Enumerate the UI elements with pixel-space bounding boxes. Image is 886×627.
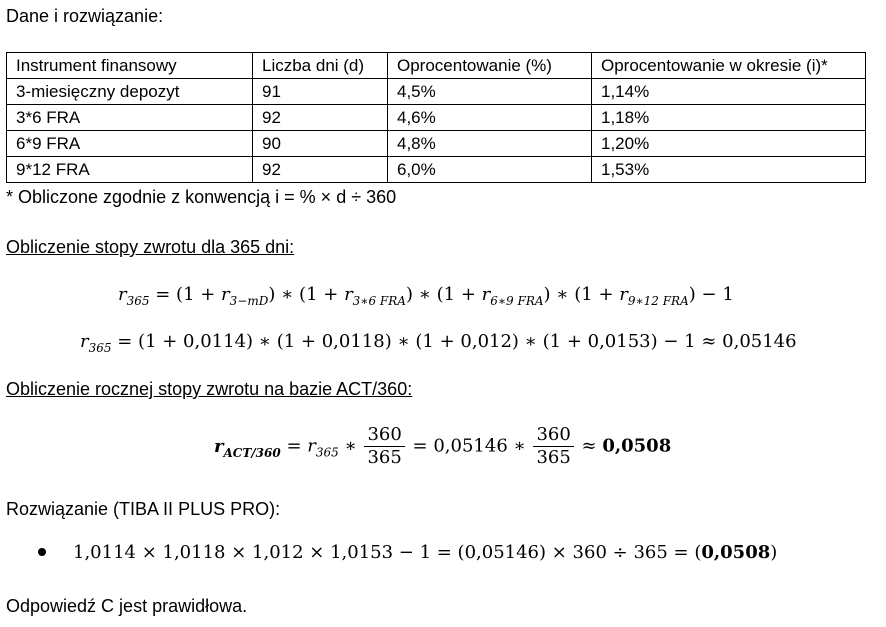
- header-period-rate: Oprocentowanie w okresie (i)*: [592, 53, 866, 79]
- answer-text: Odpowiedź C jest prawidłowa.: [6, 596, 248, 616]
- cell-rate: 4,5%: [388, 79, 592, 105]
- cell-rate: 4,6%: [388, 105, 592, 131]
- header-days: Liczba dni (d): [253, 53, 388, 79]
- cell-period-rate: 1,20%: [592, 131, 866, 157]
- header-rate: Oprocentowanie (%): [388, 53, 592, 79]
- table-row: [7, 79, 866, 105]
- cell-period-rate: 1,53%: [592, 157, 866, 183]
- fraction-360-365: $\frac{360}{365}$: [533, 424, 573, 469]
- cell-days: 91: [253, 79, 388, 105]
- table-row: [7, 105, 866, 131]
- table-row: [7, 157, 866, 183]
- solution-title: Rozwiązanie (TIBA II PLUS PRO):: [6, 499, 281, 519]
- formula-r365-symbolic: $r_{365} = (1 + r_{3-mD})$ ∗ $(1 + r_{3∗6 FRA})$ ∗ $(1 + r_{6∗9 FRA})$ ∗ $(1 + r_{9∗12 FRA}) - 1$: [118, 284, 734, 308]
- cell-days: 90: [253, 131, 388, 157]
- fraction-360-365: $\frac{360}{365}$: [364, 424, 404, 469]
- data-table: [6, 52, 866, 183]
- cell-period-rate: 1,18%: [592, 105, 866, 131]
- table-header-row: [7, 53, 866, 79]
- cell-instrument: 3*6 FRA: [7, 105, 253, 131]
- cell-instrument: 9*12 FRA: [7, 157, 253, 183]
- cell-rate: 4,8%: [388, 131, 592, 157]
- calculator-line: 1,0114 × 1,0118 × 1,012 × 1,0153 − 1 = (0,05146) × 360 ÷ 365 = (0,0508): [73, 542, 778, 563]
- section-title-act360: Obliczenie rocznej stopy zwrotu na bazie ACT/360:: [6, 379, 413, 399]
- bullet-icon: [38, 548, 46, 556]
- footnote: * Obliczone zgodnie z konwencją i = % × d ÷ 360: [6, 187, 397, 207]
- cell-instrument: 3-miesięczny depozyt: [7, 79, 253, 105]
- heading: Dane i rozwiązanie:: [6, 6, 164, 26]
- cell-instrument: 6*9 FRA: [7, 131, 253, 157]
- formula-r365-numeric: $r_{365} = (1 + 0,0114)$ ∗ (1 + 0,0118) ∗ (1 + 0,012) ∗ (1 + 0,0153) − 1 ≈ 0,05146: [80, 331, 797, 355]
- header-instrument: Instrument finansowy: [7, 53, 253, 79]
- cell-days: 92: [253, 105, 388, 131]
- section-title-365: Obliczenie stopy zwrotu dla 365 dni:: [6, 237, 295, 257]
- formula-act360: $r_{ACT/360} = r_{365}$ ∗ $\frac{360}{365}$ = 0,05146 ∗ $\frac{360}{365}$ ≈ 0,0508: [214, 424, 672, 468]
- cell-period-rate: 1,14%: [592, 79, 866, 105]
- cell-rate: 6,0%: [388, 157, 592, 183]
- table-row: [7, 131, 866, 157]
- cell-days: 92: [253, 157, 388, 183]
